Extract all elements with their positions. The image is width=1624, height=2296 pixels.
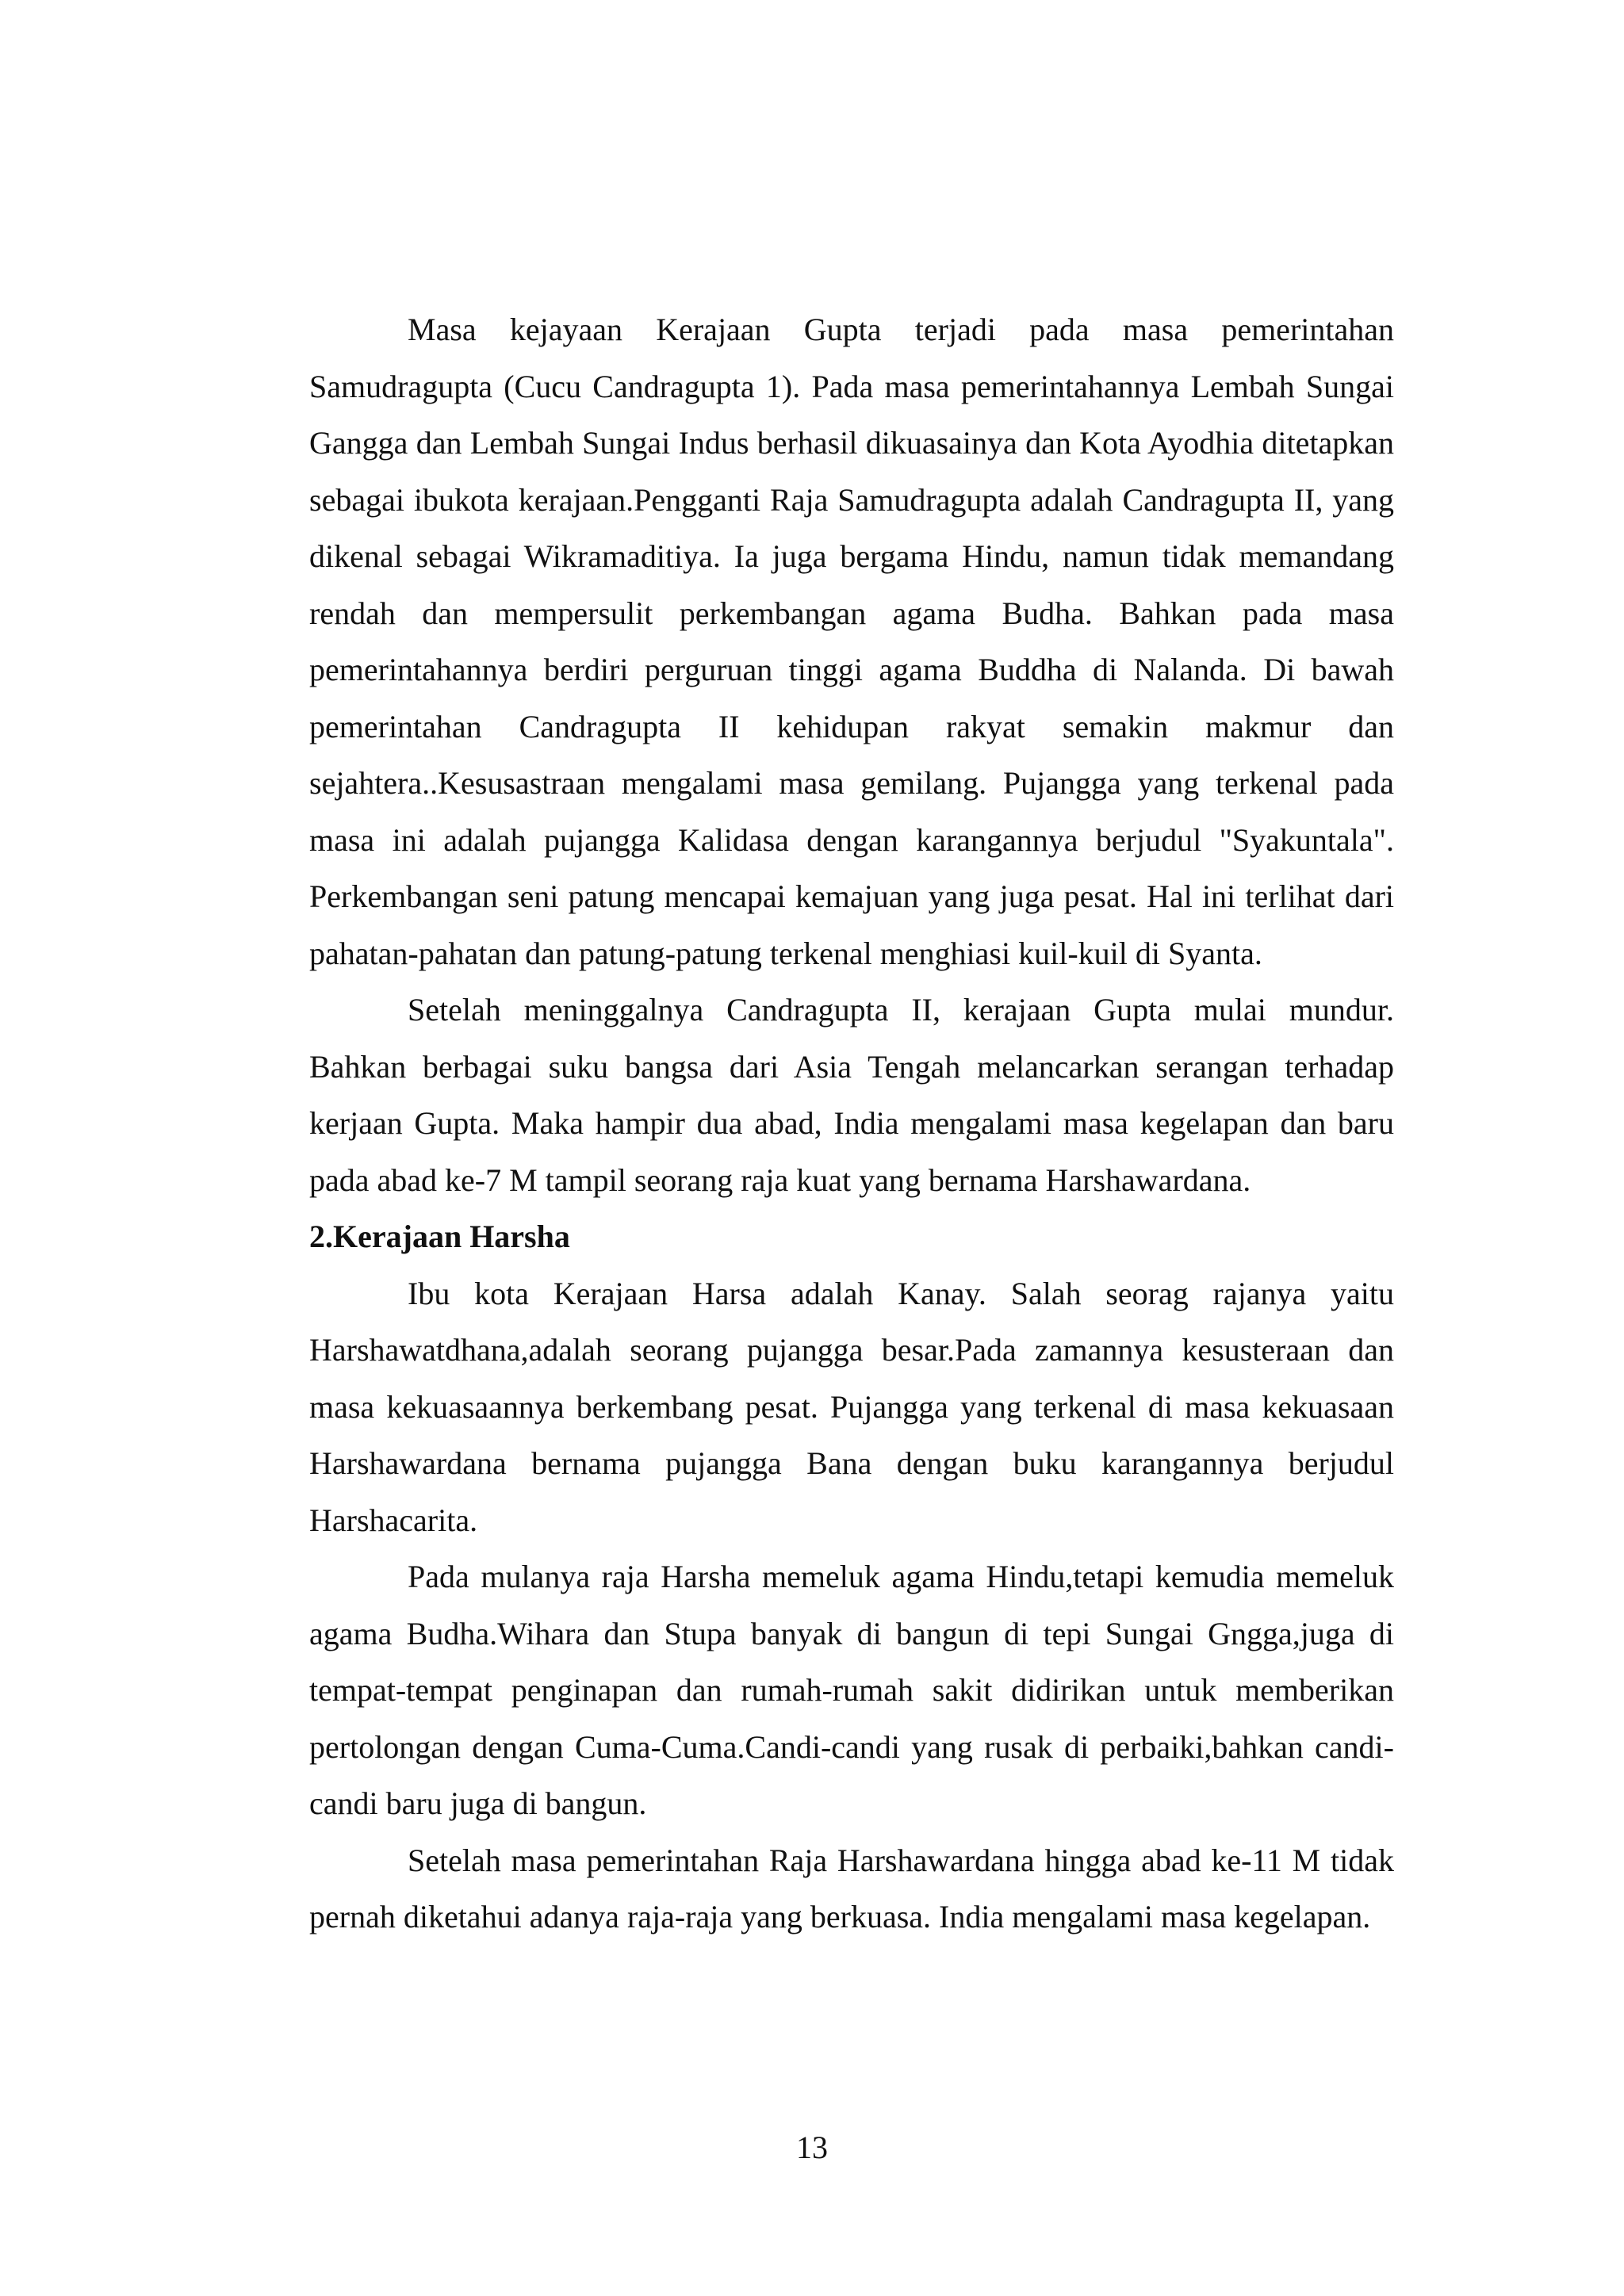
page-number: 13 bbox=[796, 2130, 828, 2165]
paragraph-harsha-religion: Pada mulanya raja Harsha memeluk agama Hindu,tetapi kemudia memeluk agama Budha.Wihara dan Stupa banyak di bangun di tepi Sungai Gngga,juga di tempat-tempat penginapan dan rumah-rumah sakit didirikan untuk memberikan pertolongan dengan Cuma-Cuma.Candi-candi yang rusak di perbaiki,bahkan candi-candi baru juga di bangun. bbox=[309, 1559, 1394, 1821]
paragraph-harsha-capital: Ibu kota Kerajaan Harsa adalah Kanay. Salah seorag rajanya yaitu Harshawatdhana,adalah seorang pujangga besar.Pada zamannya kesusteraan dan masa kekuasaannya berkembang pesat. Pujangga yang terkenal di masa kekuasaan Harshawardana bernama pujangga Bana dengan buku karangannya berjudul Harshacarita. bbox=[309, 1275, 1394, 1538]
paragraph-gupta-decline: Setelah meninggalnya Candragupta II, kerajaan Gupta mulai mundur. Bahkan berbagai suku bangsa dari Asia Tengah melancarkan serangan terhadap kerjaan Gupta. Maka hampir dua abad, India mengalami masa kegelapan dan baru pada abad ke-7 M tampil seorang raja kuat yang bernama Harshawardana. bbox=[309, 992, 1394, 1198]
section-heading: 2.Kerajaan Harsha bbox=[309, 1219, 570, 1254]
paragraph-harsha-aftermath: Setelah masa pemerintahan Raja Harshawardana hingga abad ke-11 M tidak pernah diketahui adanya raja-raja yang berkuasa. India mengalami masa kegelapan. bbox=[309, 1842, 1394, 1934]
body-text bbox=[309, 301, 1394, 1946]
paragraph-gupta-golden-age: Masa kejayaan Kerajaan Gupta terjadi pada masa pemerintahan Samudragupta (Cucu Candragupta 1). Pada masa pemerintahannya Lembah Sungai Gangga dan Lembah Sungai Indus berhasil dikuasainya dan Kota Ayodhia ditetapkan sebagai ibukota kerajaan.Pengganti Raja Samudragupta adalah Candragupta II, yang dikenal sebagai Wikramaditiya. Ia juga bergama Hindu, namun tidak memandang rendah dan mempersulit perkembangan agama Budha. Bahkan pada masa pemerintahannya berdiri perguruan tinggi agama Buddha di Nalanda. Di bawah pemerintahan Candragupta II kehidupan rakyat semakin makmur dan sejahtera..Kesusastraan mengalami masa gemilang. Pujangga yang terkenal pada masa ini adalah pujangga Kalidasa dengan karangannya berjudul "Syakuntala". Perkembangan seni patung mencapai kemajuan yang juga pesat. Hal ini terlihat dari pahatan-pahatan dan patung-patung terkenal menghiasi kuil-kuil di Syanta. bbox=[309, 312, 1394, 971]
